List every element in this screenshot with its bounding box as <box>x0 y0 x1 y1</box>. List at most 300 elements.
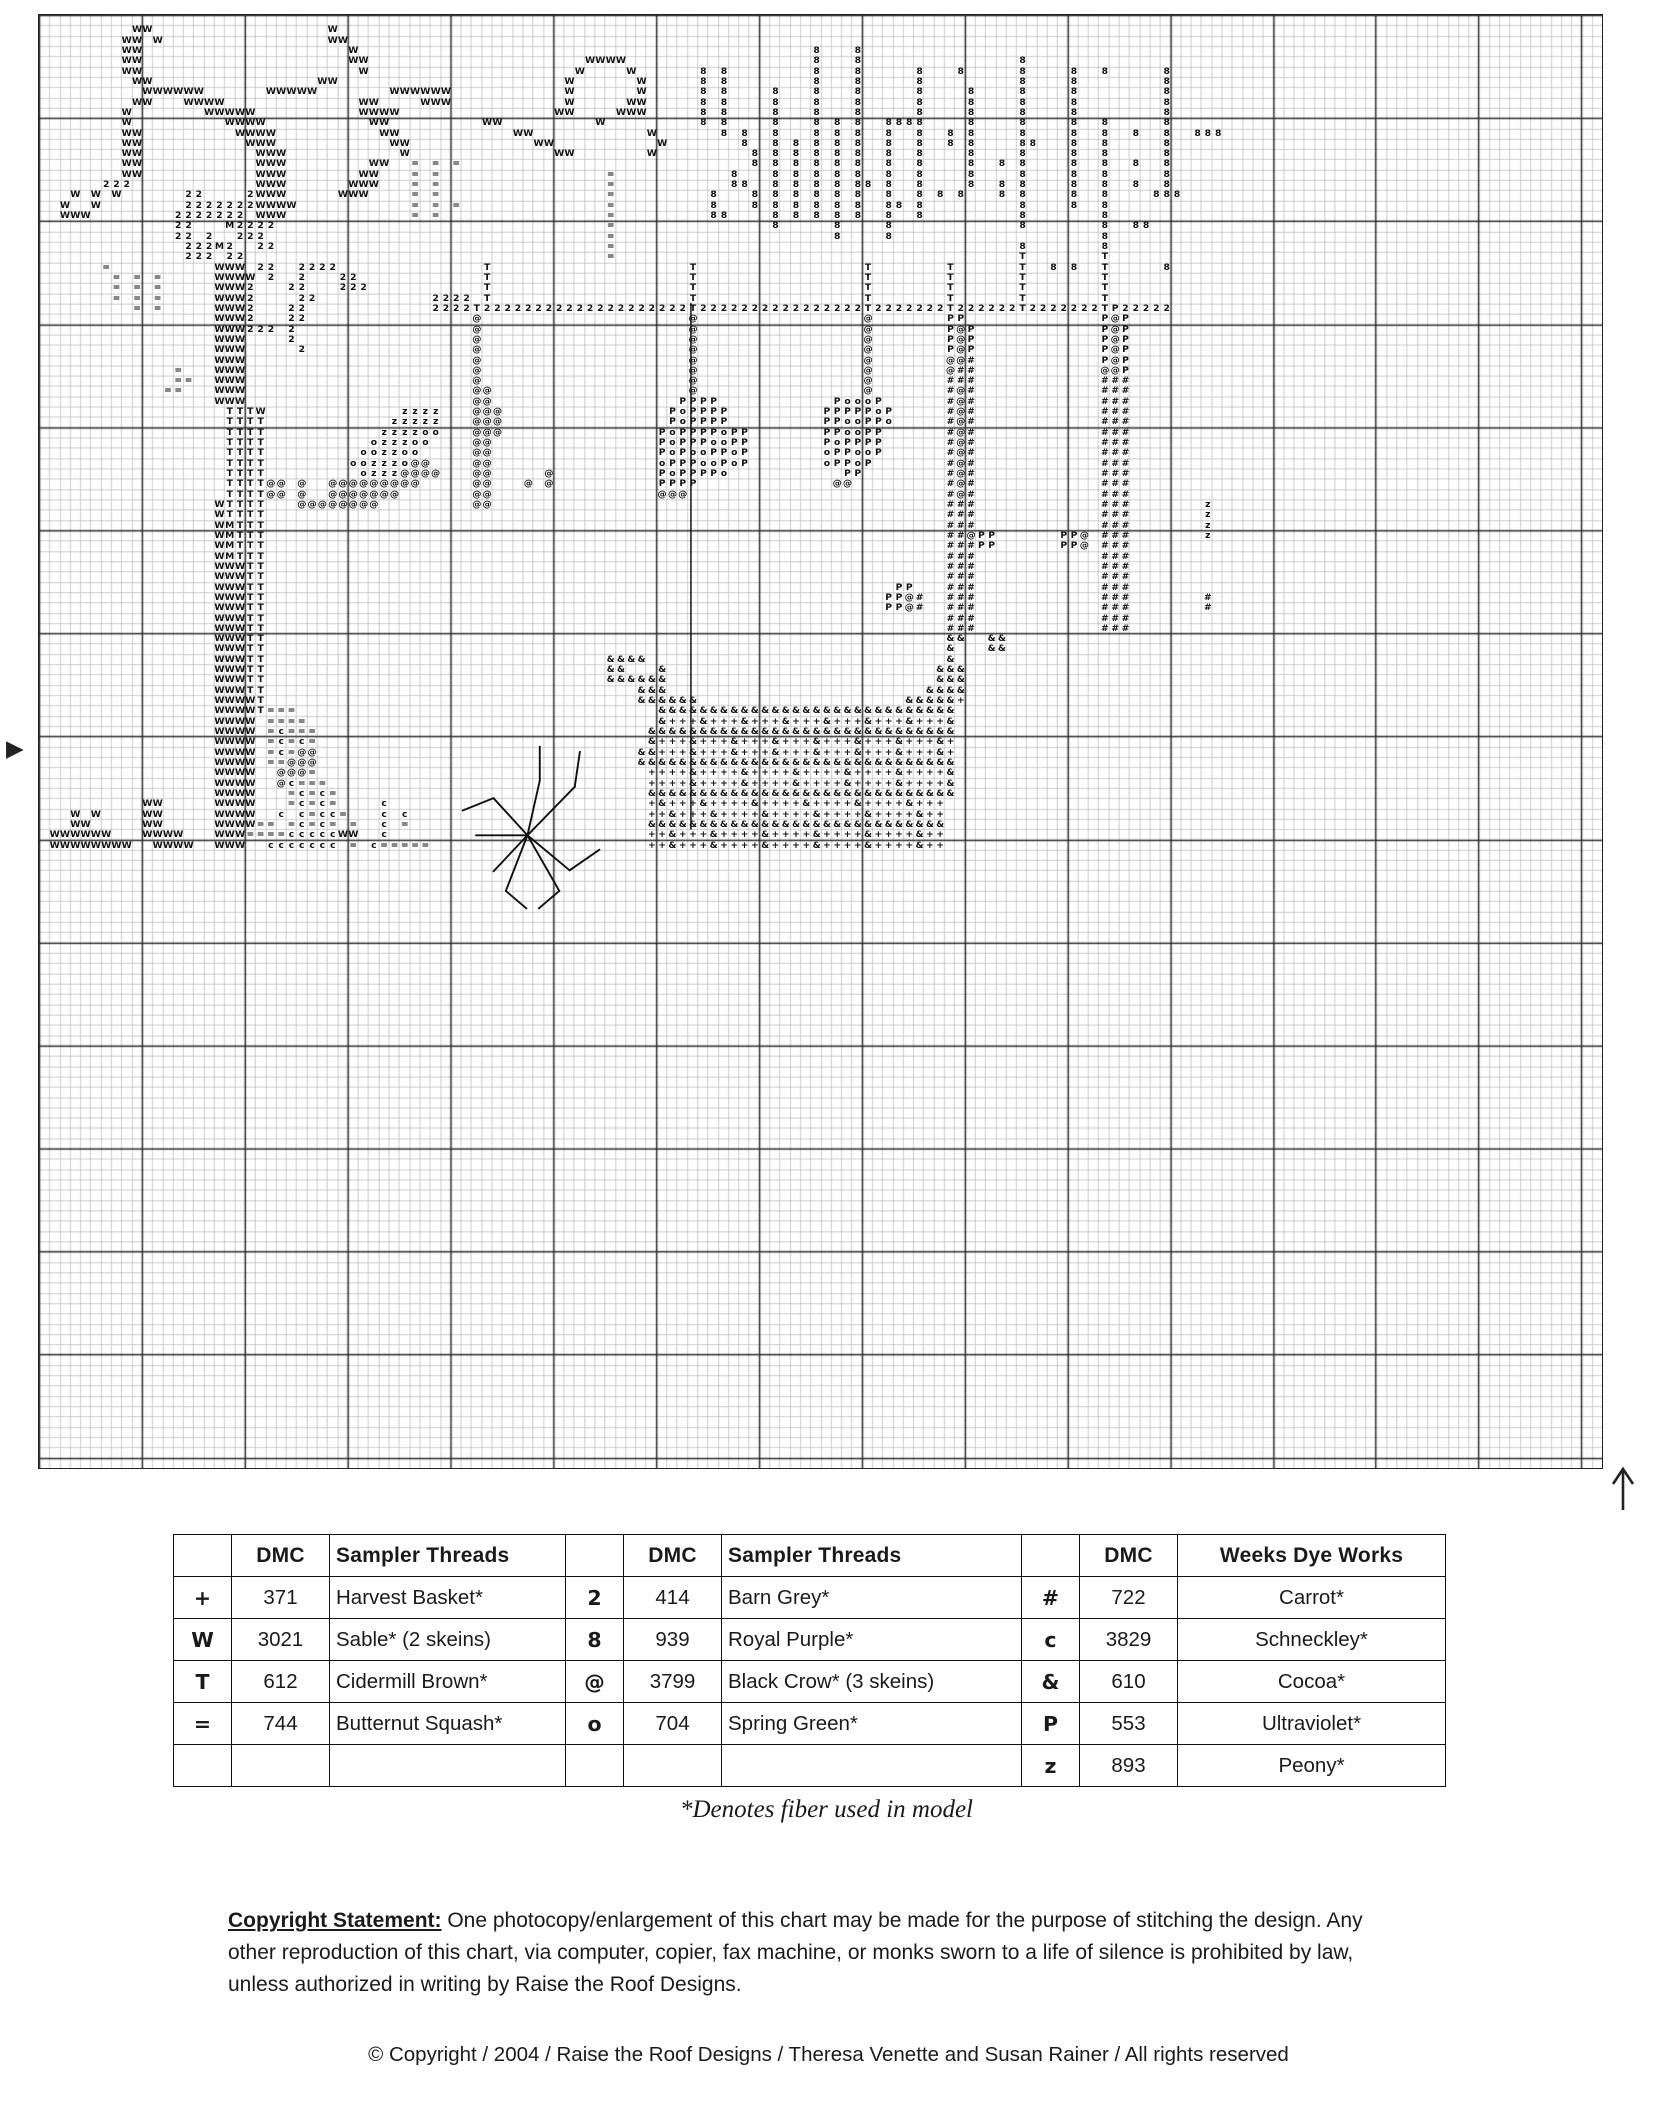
stitch-cell: & <box>915 787 924 799</box>
stitch-cell: @ <box>472 323 481 335</box>
stitch-cell: 8 <box>1070 189 1077 201</box>
stitch-cell: @ <box>358 478 368 490</box>
stitch-cell: W <box>379 127 389 139</box>
stitch-cell: + <box>781 808 790 820</box>
stitch-cell: @ <box>956 395 965 407</box>
stitch-cell: = <box>308 798 316 810</box>
stitch-cell: 8 <box>813 199 820 211</box>
stitch-cell: & <box>658 674 666 686</box>
stitch-cell: + <box>853 808 862 820</box>
stitch-cell: & <box>637 684 646 696</box>
stitch-cell: & <box>709 756 718 768</box>
stitch-cell: 8 <box>967 117 974 129</box>
stitch-cell: o <box>411 437 418 449</box>
stitch-cell: @ <box>286 767 296 779</box>
stitch-cell: + <box>925 767 934 779</box>
stitch-cell: P <box>844 406 851 418</box>
stitch-cell: & <box>894 736 903 748</box>
stitch-cell: W <box>224 106 235 118</box>
stitch-cell: W <box>657 137 667 149</box>
stitch-cell: 8 <box>885 230 892 242</box>
stitch-cell: P <box>844 437 851 449</box>
stitch-cell: + <box>730 715 738 727</box>
stitch-cell: + <box>678 746 687 758</box>
stitch-cell: W <box>224 323 235 335</box>
stitch-cell: = <box>431 168 439 180</box>
stitch-cell: W <box>214 375 224 387</box>
stitch-cell: 2 <box>185 220 192 232</box>
stitch-cell: + <box>884 808 892 820</box>
stitch-cell: W <box>245 798 255 810</box>
stitch-cell: & <box>678 818 687 830</box>
stitch-cell: # <box>967 375 975 387</box>
stitch-cell: & <box>946 653 954 665</box>
stitch-cell: W <box>379 106 389 118</box>
stitch-cell: 2 <box>566 302 573 314</box>
stitch-cell: W <box>234 829 245 841</box>
stitch-cell: & <box>606 653 615 665</box>
stitch-cell: T <box>947 271 954 283</box>
stitch-cell: W <box>245 137 255 149</box>
stitch-cell: P <box>1101 333 1108 345</box>
stitch-cell: 8 <box>1101 168 1108 180</box>
stitch-cell: o <box>679 406 686 418</box>
stitch-cell: P <box>988 529 995 541</box>
stitch-cell: + <box>761 746 769 758</box>
stitch-cell: @ <box>276 478 286 490</box>
stitch-cell: T <box>1019 251 1026 263</box>
stitch-cell: # <box>956 591 965 603</box>
stitch-cell: # <box>1111 560 1119 572</box>
stitch-cell: W <box>368 96 379 108</box>
stitch-cell: 8 <box>1101 117 1108 129</box>
stitch-cell: # <box>967 468 975 480</box>
stitch-cell: 2 <box>628 302 634 314</box>
stitch-cell: @ <box>863 375 873 387</box>
stitch-cell: = <box>308 767 316 779</box>
stitch-cell: # <box>1111 529 1119 541</box>
stitch-cell: W <box>234 767 245 779</box>
stitch-cell: 2 <box>638 302 645 314</box>
legend-thread-name <box>330 1745 566 1787</box>
legend-dmc <box>624 1745 722 1787</box>
stitch-cell: T <box>247 509 253 521</box>
stitch-cell: o <box>844 416 851 428</box>
legend-symbol <box>566 1745 624 1787</box>
stitch-cell: = <box>112 271 120 283</box>
stitch-cell: & <box>730 726 738 738</box>
stitch-cell: # <box>946 550 954 562</box>
stitch-cell: 2 <box>998 302 1005 314</box>
stitch-cell: W <box>358 65 369 77</box>
stitch-cell: 8 <box>792 148 799 160</box>
stitch-cell: & <box>709 839 718 851</box>
stitch-cell: @ <box>688 385 698 397</box>
stitch-cell: W <box>317 75 327 87</box>
stitch-cell: = <box>277 715 285 727</box>
stitch-cell: W <box>59 839 70 851</box>
stitch-cell: W <box>595 117 605 129</box>
legend-symbol: @ <box>566 1661 624 1703</box>
stitch-cell: o <box>864 395 871 407</box>
stitch-cell: & <box>627 674 635 686</box>
stitch-cell: W <box>131 24 142 36</box>
stitch-cell: W <box>234 127 245 139</box>
stitch-cell: & <box>905 818 913 830</box>
legend-row <box>174 1745 1446 1787</box>
stitch-cell: 8 <box>998 158 1005 170</box>
stitch-cell: W <box>234 664 245 676</box>
stitch-cell: 2 <box>710 302 717 314</box>
stitch-cell: 2 <box>442 302 449 314</box>
stitch-cell: 8 <box>916 168 923 180</box>
stitch-cell: P <box>689 468 696 480</box>
stitch-cell: 8 <box>833 210 840 222</box>
stitch-cell: 2 <box>185 230 192 242</box>
stitch-cell: & <box>647 736 656 748</box>
stitch-cell: 8 <box>1101 127 1108 139</box>
stitch-cell: W <box>234 756 245 768</box>
stitch-cell: = <box>277 705 285 717</box>
stitch-cell: W <box>234 695 245 707</box>
stitch-cell: P <box>720 416 727 428</box>
stitch-cell: + <box>750 839 759 851</box>
stitch-cell: + <box>884 746 892 758</box>
stitch-cell: 2 <box>360 282 367 294</box>
legend-symbol: c <box>1022 1619 1080 1661</box>
stitch-cell: P <box>967 344 974 356</box>
stitch-cell: + <box>812 715 820 727</box>
stitch-cell: 2 <box>1132 302 1139 314</box>
stitch-cell: # <box>967 437 975 449</box>
stitch-cell: T <box>1019 261 1026 273</box>
stitch-cell: & <box>730 705 738 717</box>
stitch-cell: 2 <box>967 302 974 314</box>
stitch-cell: P <box>864 457 871 469</box>
stitch-cell: & <box>689 705 697 717</box>
stitch-cell: & <box>822 818 831 830</box>
stitch-cell: 8 <box>1070 168 1077 180</box>
stitch-cell: 8 <box>1101 210 1108 222</box>
stitch-cell: W <box>234 777 245 789</box>
stitch-cell: W <box>214 560 224 572</box>
stitch-cell: # <box>967 447 975 459</box>
stitch-cell: W <box>152 829 163 841</box>
stitch-cell: W <box>224 612 235 624</box>
stitch-cell: @ <box>276 488 286 500</box>
stitch-cell: @ <box>657 488 667 500</box>
stitch-cell: 2 <box>782 302 789 314</box>
stitch-cell: 8 <box>1019 148 1026 160</box>
stitch-cell: W <box>142 24 152 36</box>
stitch-cell: 2 <box>205 230 212 242</box>
stitch-cell: 2 <box>926 302 933 314</box>
stitch-cell: + <box>750 736 759 748</box>
stitch-cell: 8 <box>772 148 779 160</box>
stitch-cell: W <box>389 86 400 98</box>
stitch-cell: + <box>678 839 687 851</box>
stitch-cell: + <box>802 746 810 758</box>
stitch-cell: z <box>391 468 397 480</box>
stitch-cell: & <box>668 808 676 820</box>
stitch-cell: @ <box>307 756 317 768</box>
stitch-cell: + <box>678 777 687 789</box>
stitch-cell: @ <box>956 416 965 428</box>
stitch-cell: P <box>864 426 871 438</box>
stitch-cell: o <box>854 416 861 428</box>
stitch-cell: 8 <box>947 137 954 149</box>
stitch-cell: @ <box>956 437 965 449</box>
stitch-cell: 2 <box>226 199 233 211</box>
stitch-cell: & <box>658 798 666 810</box>
stitch-cell: # <box>1101 529 1109 541</box>
stitch-cell: & <box>956 674 965 686</box>
stitch-cell: W <box>214 571 224 583</box>
stitch-cell: o <box>360 447 367 459</box>
stitch-cell: 8 <box>813 137 820 149</box>
stitch-cell: @ <box>338 499 348 510</box>
stitch-cell: T <box>864 282 871 294</box>
stitch-cell: + <box>884 777 892 789</box>
denotes-fiber-note: *Denotes fiber used in model <box>680 1796 974 1823</box>
stitch-cell: & <box>658 715 666 727</box>
stitch-cell: = <box>287 746 295 758</box>
stitch-cell: & <box>946 643 954 655</box>
stitch-cell: c <box>329 808 335 820</box>
stitch-cell: W <box>234 395 245 407</box>
stitch-cell: T <box>247 571 253 583</box>
stitch-cell: @ <box>297 478 306 490</box>
stitch-cell: 2 <box>1163 302 1170 314</box>
stitch-cell: @ <box>544 478 553 490</box>
stitch-cell: # <box>946 416 954 428</box>
stitch-cell: # <box>946 426 954 438</box>
stitch-cell: & <box>781 787 790 799</box>
stitch-cell: P <box>844 468 851 480</box>
stitch-cell: & <box>843 705 851 717</box>
stitch-cell: W <box>409 86 420 98</box>
stitch-cell: W <box>265 86 276 98</box>
stitch-cell: # <box>1203 591 1212 603</box>
stitch-cell: z <box>391 457 397 469</box>
stitch-cell: + <box>874 777 882 789</box>
stitch-cell: 8 <box>1163 65 1170 77</box>
stitch-cell: 2 <box>875 302 882 314</box>
stitch-cell: & <box>822 715 831 727</box>
stitch-cell: 8 <box>1163 137 1170 149</box>
stitch-cell: 2 <box>1050 302 1057 314</box>
stitch-cell: & <box>678 695 687 707</box>
stitch-cell: & <box>740 715 749 727</box>
stitch-cell: = <box>380 839 388 851</box>
stitch-cell: + <box>905 829 913 841</box>
stitch-cell: W <box>430 96 441 108</box>
stitch-cell: 8 <box>1163 117 1170 129</box>
pattern-grid[interactable] <box>38 14 1603 1469</box>
stitch-cell: o <box>710 437 717 449</box>
stitch-cell: & <box>936 736 944 748</box>
stitch-cell: 8 <box>1163 96 1170 108</box>
stitch-cell: # <box>1101 602 1109 614</box>
stitch-cell: 2 <box>195 199 202 211</box>
stitch-cell: # <box>1121 385 1129 397</box>
stitch-cell: = <box>452 199 460 211</box>
stitch-cell: # <box>946 478 954 490</box>
stitch-cell: o <box>422 426 428 438</box>
stitch-cell: 2 <box>205 199 212 211</box>
stitch-cell: W <box>224 715 235 727</box>
stitch-cell: @ <box>667 488 677 500</box>
stitch-cell: W <box>80 818 91 830</box>
stitch-cell: T <box>689 292 696 304</box>
stitch-cell: T <box>236 478 243 490</box>
stitch-cell: 8 <box>720 117 727 129</box>
legend-row <box>174 1619 1446 1661</box>
stitch-cell: W <box>234 354 245 366</box>
stitch-cell: # <box>967 581 975 593</box>
stitch-cell: 8 <box>772 220 779 232</box>
stitch-cell: # <box>946 591 954 603</box>
stitch-cell: 8 <box>792 179 799 191</box>
stitch-cell: o <box>885 416 892 428</box>
stitch-cell: 8 <box>854 210 861 222</box>
stitch-cell: 8 <box>1163 148 1170 160</box>
stitch-cell: 8 <box>772 158 779 170</box>
stitch-cell: # <box>1121 416 1129 428</box>
stitch-cell: 8 <box>1101 189 1108 201</box>
stitch-cell: W <box>245 787 255 799</box>
stitch-cell: = <box>431 189 439 201</box>
stitch-cell: & <box>905 798 913 810</box>
stitch-cell: @ <box>492 416 502 428</box>
stitch-cell: # <box>1101 519 1109 531</box>
stitch-cell: @ <box>956 426 965 438</box>
legend-dmc: 610 <box>1080 1661 1178 1703</box>
stitch-cell: @ <box>348 478 358 490</box>
stitch-cell: 8 <box>1163 168 1170 180</box>
legend-thread-name: Harvest Basket* <box>330 1577 566 1619</box>
stitch-cell: # <box>1121 375 1129 387</box>
stitch-cell: = <box>606 230 615 242</box>
stitch-cell: @ <box>472 333 481 345</box>
stitch-cell: @ <box>369 478 378 490</box>
stitch-cell: & <box>740 777 749 789</box>
stitch-cell: 8 <box>1070 179 1077 191</box>
stitch-cell: P <box>833 406 841 418</box>
stitch-cell: # <box>1101 560 1109 572</box>
stitch-cell: + <box>874 829 882 841</box>
stitch-cell: @ <box>544 468 553 480</box>
stitch-cell: + <box>905 767 913 779</box>
stitch-cell: & <box>699 818 707 830</box>
stitch-cell: & <box>812 808 821 820</box>
stitch-cell: 8 <box>906 117 912 129</box>
stitch-cell: # <box>1101 571 1109 583</box>
stitch-cell: o <box>700 457 706 469</box>
stitch-cell: 8 <box>813 210 820 222</box>
stitch-cell: & <box>946 756 954 768</box>
stitch-cell: W <box>399 86 410 98</box>
stitch-cell: P <box>1101 323 1108 335</box>
legend-dmc: 893 <box>1080 1745 1178 1787</box>
stitch-cell: 8 <box>792 189 799 201</box>
legend-symbol: 2 <box>566 1577 624 1619</box>
stitch-cell: 8 <box>1163 127 1170 139</box>
stitch-cell: @ <box>472 364 481 376</box>
stitch-cell: 8 <box>967 158 974 170</box>
stitch-cell: W <box>307 86 317 98</box>
stitch-cell: + <box>833 715 841 727</box>
stitch-cell: # <box>915 591 923 603</box>
legend-row <box>174 1577 1446 1619</box>
stitch-cell: W <box>358 96 369 108</box>
stitch-cell: T <box>257 540 264 552</box>
stitch-cell: # <box>967 395 975 407</box>
stitch-cell: # <box>967 406 975 418</box>
stitch-cell: W <box>101 829 111 841</box>
copyright-body: One photocopy/enlargement of this chart may be made for the purpose of stitching the design. Any other reproduction of this chart, via computer, copier, fax machine, or monks sworn to a life of silence is prohibited by law, unless authorized in writing by Raise the Roof Designs. <box>228 1909 1363 1996</box>
stitch-cell: W <box>214 519 224 531</box>
stitch-cell: & <box>905 726 913 738</box>
stitch-cell: W <box>358 168 369 180</box>
stitch-cell: @ <box>472 344 481 356</box>
stitch-cell: o <box>854 426 861 438</box>
stitch-cell: & <box>730 756 738 768</box>
stitch-cell: # <box>967 499 975 510</box>
stitch-cell: W <box>276 179 286 191</box>
stitch-cell: 2 <box>658 302 665 314</box>
stitch-cell: T <box>247 468 253 480</box>
stitch-cell: W <box>265 199 276 211</box>
stitch-cell: c <box>381 818 387 830</box>
stitch-cell: & <box>689 818 697 830</box>
stitch-cell: + <box>668 767 676 779</box>
stitch-cell: = <box>174 385 182 397</box>
stitch-cell: P <box>679 468 686 480</box>
stitch-cell: & <box>802 756 810 768</box>
stitch-cell: T <box>947 292 954 304</box>
stitch-cell: & <box>689 777 697 789</box>
stitch-cell: P <box>741 457 748 469</box>
stitch-cell: W <box>152 34 163 46</box>
stitch-cell: # <box>946 468 954 480</box>
stitch-cell: + <box>647 829 656 841</box>
stitch-cell: P <box>679 395 686 407</box>
stitch-cell: & <box>627 653 635 665</box>
stitch-cell: P <box>679 447 686 459</box>
stitch-cell: W <box>214 313 224 325</box>
stitch-cell: # <box>946 395 954 407</box>
stitch-cell: & <box>761 829 769 841</box>
stitch-cell: T <box>226 499 233 510</box>
stitch-cell: W <box>131 75 142 87</box>
stitch-cell: = <box>184 375 192 387</box>
stitch-cell: W <box>121 158 132 170</box>
legend-header-symbol-b <box>566 1535 624 1577</box>
stitch-cell: T <box>864 271 871 283</box>
stitch-cell: W <box>142 96 152 108</box>
stitch-cell: # <box>1101 416 1109 428</box>
stitch-cell: T <box>247 602 253 614</box>
stitch-cell: W <box>131 55 142 67</box>
stitch-cell: 2 <box>535 302 542 314</box>
stitch-cell: P <box>1122 364 1129 376</box>
stitch-cell: 8 <box>916 117 923 129</box>
stitch-cell: & <box>905 705 913 717</box>
stitch-cell: 8 <box>813 189 820 201</box>
stitch-cell: # <box>956 499 965 510</box>
stitch-cell: W <box>121 137 132 149</box>
